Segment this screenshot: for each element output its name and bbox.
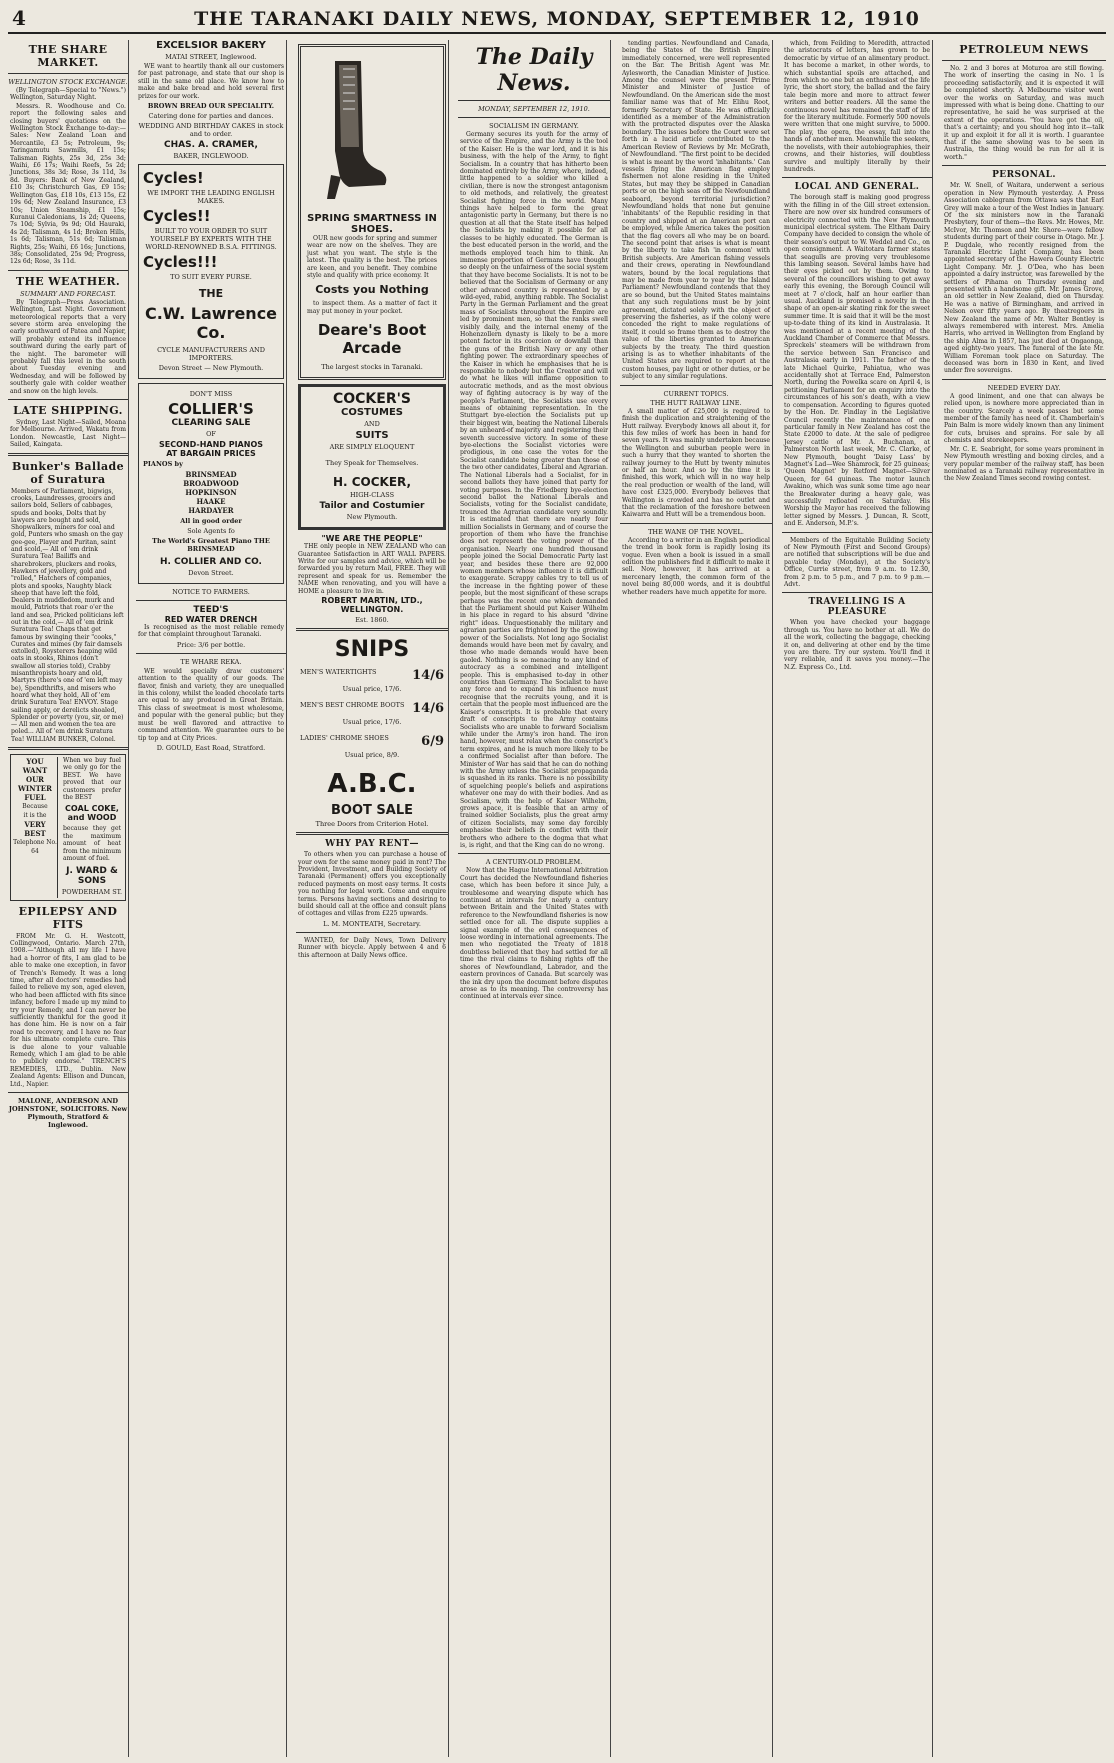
te-whare-reka-sign: D. GOULD, East Road, Stratford. bbox=[156, 743, 266, 752]
lawrence-street: Devon Street — New Plymouth. bbox=[158, 364, 264, 373]
collier-name: COLLIER'S bbox=[168, 400, 254, 419]
lawrence-firm: C.W. Lawrence Co. bbox=[144, 304, 278, 343]
weather-text: By Telegraph—Press Association. Wellington, Last Night. Government meteorological reports that a very severe storm area enveloping the early southward of Patea and Napier, will probably extend its influence southward during the early part of the night. The barometer will probably fall this level in the south about Tuesday evening and Wednesday, and will be followed by southerly gale with colder weather and snow on the high levels. bbox=[10, 298, 126, 395]
travelling-heading: TRAVELLING IS A PLEASURE bbox=[808, 597, 906, 618]
excelsior-text: WE want to heartily thank all our customers for past patronage, and state that our shop is still in the same old place. We know how to make and bake bread and hold several first prizes for our work. bbox=[138, 63, 284, 100]
page-number: 4 bbox=[12, 6, 26, 30]
people-text: THE only people in NEW ZEALAND who can Guarantee Satisfaction in ART WALL PAPERS. Write for our samples and advice, which will be forwarded you by return Mail, FREE. They will represent and speak for us. Remember the NAME when renovating, and you will have a HOME a pleasure to live in. bbox=[298, 543, 446, 595]
century-problem-text: Now that the Hague International Arbitration Court has decided the Newfoundland fisheries case, which has been before it since July, a troublesome and wearying dispute which has continued at intervals for nearly a century between Britain and the United States with reference to the Newfoundland fisheries is now settled once for all. The dispute supplies a signal example of the evil consequences of loose wording in international agreements. The men who negotiated the Treaty of 1818 doubtless believed that they had settled for all time the rival claims to fishing rights off the shores of Newfoundland, Labrador, and the eastern provinces of Canada. But scarcely was the ink dry upon the document before disputes arose as to its meaning. The controversy has continued at intervals ever since. bbox=[460, 867, 608, 1001]
excelsior-bakery-title: EXCELSIOR BAKERY bbox=[156, 40, 266, 51]
column-2 bbox=[136, 40, 287, 1757]
teed-sub: RED WATER DRENCH bbox=[164, 615, 258, 625]
te-whare-reka-text: WE would specially draw customers' attention to the quality of our goods. The flavor, finish and variety, they are unequalled in this colony, whilst the leaded chocolate tarts are equal to any produced in Great Britain. This class of sweetmeat is most wholesome, and popular with the general public; but they must be well flavored and attractive to command attention. We guarantee ours to be tip top and at City Prices. bbox=[138, 667, 284, 742]
shipping-text: Sydney, Last Night—Sailed, Moana for Melbourne. Arrived, Wakatu from London. Newcastle, Last Night—Sailed, Kaingata. bbox=[10, 419, 126, 449]
fuel-advertisement bbox=[10, 754, 126, 900]
collier-pianos-by: PIANOS by bbox=[143, 460, 183, 469]
wanted-notice: WANTED, for Daily News, Town Delivery Runner with bicycle. Apply between 4 and 6 this afternoon at Daily News office. bbox=[298, 936, 446, 959]
needed-every-day-text: A good liniment, and one that can always be relied upon, is nowhere more appreciated than in the country. Scarcely a week passes but some member of the family has need of it. Chamberlain's Pain Balm is more widely known than any liniment for cuts, bruises and sprains. For sale by all chemists and storekeepers. bbox=[944, 392, 1104, 445]
we-are-the-people: "WE ARE THE PEOPLE" bbox=[321, 534, 423, 544]
cycles-text-3: TO SUIT EVERY PURSE. bbox=[170, 273, 252, 282]
fuel-ad-firm: J. WARD & SONS bbox=[66, 865, 118, 886]
novel-continued-text: which, from Feilding to Meredith, attracted the aristocrats of letters, has grown to be democratic by virtue of an alimentary product. It has become a market, in other words, to which substantial spoils are attached, and from which no one but an enthusiast of the life lyric, the short story, the ballad and the fairy tale begin more and more to attract fewer writers and better readers. All the same the continuous novel has remained the staff of life for the literary multitude. Formerly 500 novels were written that one might survive, to 5000. The play, the opera, the essay, fall into the hands of another men. Meanwhile the seekers, the novelists, with their autobiographies, their crowns, and their histories, will doubtless survive and multiply literally by their hundreds. bbox=[784, 40, 930, 173]
local-general-heading: LOCAL AND GENERAL. bbox=[794, 182, 920, 193]
bakery-owner: CHAS. A. CRAMER, bbox=[164, 140, 258, 151]
cocker-class: HIGH-CLASS bbox=[349, 491, 395, 500]
cocker-costumes: COSTUMES bbox=[341, 407, 403, 419]
abc-address: Three Doors from Criterion Hotel. bbox=[315, 820, 429, 829]
collier-good-order: All in good order bbox=[180, 517, 242, 526]
snips-item: MEN'S BEST CHROME BOOTS 14/6 Usual price, 17/6. bbox=[300, 701, 444, 727]
cocker-tailor: Tailor and Costumier bbox=[319, 501, 425, 512]
fuel-ad-street: POWDERHAM ST. bbox=[61, 887, 123, 896]
weather-heading: THE WEATHER. bbox=[15, 274, 121, 288]
bakery-owner-sub: BAKER, INGLEWOOD. bbox=[173, 152, 249, 161]
cycles-heading-3: Cycles!!! bbox=[143, 253, 218, 272]
teed-price: Price: 3/6 per bottle. bbox=[176, 640, 246, 649]
snips-item: LADIES' CHROME SHOES 6/9 Usual price, 8/9. bbox=[300, 734, 444, 760]
masthead bbox=[8, 4, 1106, 34]
brown-bread-line: BROWN BREAD OUR SPECIALITY. bbox=[147, 102, 275, 111]
malone-solicitors-ad: MALONE, ANDERSON AND JOHNSTONE, SOLICITORS. New Plymouth, Stratford & Inglewood. bbox=[8, 1097, 128, 1130]
column-4 bbox=[458, 40, 611, 1757]
epilepsy-text: FROM Mr. G. H. Westcott, Collingwood, Ontario. March 27th, 1908.—"Although all my life I have had a horror of fits, I am glad to be able to make one exception, in favor of Trench's Remedy. It was a long time, after all doctors' remedies had failed to relieve my son, aged eleven, who had been afflicted with fits since infancy, before I made up my mind to try your Remedy, and I can never be sufficiently thankful for the good it has done him. He is now on a fair road to recovery, and I have no fear for his ultimate complete cure. This is due alone to your valuable Remedy, which I am glad to be able to publicly endorse." TRENCH'S REMEDIES, LTD., Dublin. New Zealand Agents: Ellison and Duncan, Ltd., Napier. bbox=[10, 932, 126, 1088]
masthead-title: THE TARANAKI DAILY NEWS, MONDAY, SEPTEMBER 12, 1910 bbox=[194, 8, 920, 30]
share-market-heading: THE SHARE MARKET. bbox=[28, 43, 108, 69]
bunker-ballade-text: Members of Parliament, bigwigs, crooks, Laundresses, grocers and sailors bold, Sellers of cabbages, spuds and books, Dolts that by lawyers are bought and sold, Shopwalkers, miners for coal and gold, Punters who smash on the gay gee-gee, Player and Puritan, saint and scold,— All of 'em drink Suratura Tea! Bailiffs and sharebrokers, pluckers and rooks, Hawkers of jewellery, gold and "rolled," Hatchers of companies, plots and spooks, Naughty black sheep that have left the fold, Dealers in muddledom, murk and mould, Patriots that roar o'er the land and sea, Pricked politicians left out in the cold,— All of 'em drink Suratura Tea! Chaps that get famous by swinging their "cooks," Curates and mimes (by fair damsels extolled), Roysterers heaping wild oats in stooks, Rhinos (don't swallow all stories told), Crabby misanthropists hoary and old, Martyrs (there's one of 'em left may be), Spendthrifts, and misers who hoard what they hold, All of 'em drink Suratura Tea! ENVOY. Stage sailing apply, or derelicts shoaled, Splender or poverty (you, sir, or me)— All men and women the tea are poled... All of 'em drink Suratura Tea! WILLIAM BUNKER, Colonel. bbox=[11, 487, 124, 743]
abc-title: A.B.C. bbox=[327, 769, 417, 800]
deare-boot-advertisement bbox=[298, 44, 446, 380]
collier-agents: Sole Agents fo bbox=[187, 527, 235, 536]
wedding-cakes-line: WEDDING AND BIRTHDAY CAKES in stock and to order. bbox=[138, 122, 284, 139]
collier-of: OF bbox=[206, 430, 216, 439]
column-6 bbox=[782, 40, 933, 1757]
robert-martin-est: Est. 1860. bbox=[355, 616, 389, 625]
cocker-name: COCKER'S bbox=[332, 391, 411, 408]
needed-every-day-heading: NEEDED EVERY DAY. bbox=[987, 383, 1061, 392]
share-market-text: Messrs. R. Woodhouse and Co. report the following sales and closing buyers' quotations on the Wellington Stock Exchange to-day:—Sales: New Zealand Loan and Mercantile, £3 5s; Petroleum, 9s; Taringamutu Sawmills, £1 15s; Talisman Rights, 25s 3d, 25s 3d; Waihi, £6 17s; Waihi Reefs, 5s 2d; Junctions, 38s 3d; Rose, 3s 11d, 3s 8d. Buyers: Bank of New Zealand, £10 3s; Christchurch Gas, £9 15s; Wellington Gas, £18 10s, £13 15s, £2 19s 6d; New Zealand Insurance, £3 10s; Union Steamship, £1 15s; Kuranui Caledonians, 1s 2d; Queens, 7s 10d; Sylvia, 9s 9d; Old Hauraki, 4s 2d; Talisman, 4s 1d; Broken Hills, 1s 6d; Talisman, 51s 6d; Talisman Rights, 25s; Waihi, £6 16s; Junctions, 38s; Consolidated, 25s 9d; Progress, 12s 6d; Rose, 3s 11d. bbox=[10, 102, 126, 266]
collier-sale: CLEARING SALE bbox=[171, 418, 251, 429]
epilepsy-heading: EPILEPSY AND FITS bbox=[18, 904, 118, 931]
column-7 bbox=[942, 40, 1106, 1757]
excelsior-address: MATAI STREET, Inglewood. bbox=[165, 53, 257, 61]
fuel-ad-coal: COAL COKE, and WOOD bbox=[65, 804, 119, 823]
rent-sign: L. M. MONTEATH, Secretary. bbox=[323, 919, 421, 928]
cycles-advertisement bbox=[138, 164, 284, 379]
fuel-ad-left: YOU WANT OUR WINTER FUEL Because it is the VERY BEST Telephone No. 64 bbox=[13, 757, 57, 856]
cocker-advertisement bbox=[298, 384, 446, 530]
cocker-speak: They Speak for Themselves. bbox=[325, 459, 419, 468]
snips-title: SNIPS bbox=[334, 637, 410, 663]
fuel-ad-text-mid: because they get the maximum amount of heat from the minimum amount of fuel. bbox=[63, 825, 121, 863]
rent-text: To others when you can purchase a house of your own for the same money paid in rent? The Provident, Investment, and Building Society of Taranaki (Permanent) offers you exceptionally reduced payments on most easy terms. It costs you nothing for legal work. Come and enquire terms. Persons having sections and desiring to build should call at the office and consult plans of cottages and villas from £225 upwards. bbox=[298, 851, 446, 918]
cocker-eloquent: ARE SIMPLY ELOQUENT bbox=[329, 443, 415, 452]
collier-greatest: The World's Greatest Piano THE BRINSMEAD bbox=[152, 537, 270, 554]
editorial-date: MONDAY, SEPTEMBER 12, 1910. bbox=[478, 105, 590, 113]
bunker-heading: Bunker's Ballade of Suratura bbox=[11, 459, 125, 486]
why-pay-rent-heading: WHY PAY RENT— bbox=[325, 839, 419, 850]
robert-martin-firm: ROBERT MARTIN, LTD., WELLINGTON. bbox=[321, 596, 423, 615]
socialism-text: Germany secures its youth for the army of service of the Empire, and the Army is the tool of the Kaiser. He is the war lord, and it is his business, with the help of the Army, to fight Socialism. In a country that has hitherto been dominated entirely by the Army, where, indeed, little happened to a soldier who killed a civilian, there is now the strongest antagonism to old methods, and relatively, the greatest Socialist fighting force in the world. Many things have helped to form the great antagonistic party in Germany, but there is no question at all that the State itself has helped the Socialists by making it possible for all classes to be highly educated. The German is the best educated person in the world, and the methods employed teach him to think. An immense proportion of Germans have thought so deeply on the unfairness of the social system that they have become Socialists. It is not to be believed that the Socialism of Germany or any other advanced country is represented by a wild-eyed, rabid, anything rabble. The Socialist Party in the German Parliament and the great mass of Socialists throughout the Empire are led by prominent men, so that the ranks swell visibly daily, and the internal enemy of the Hohenzollern dynasty is likely to be a more potent factor in its coercion or downfall than the guns of the British Navy or any other fighting power. The extraordinary speeches of the Kaiser in which he emphasises that he is responsible to nobody but the Creator and will do what he likes will inflame opposition to autocratic methods, and as the most obvious way of fighting autocracy is by way of the people's Parliament, the Socialists use every means of obtaining representation. In the Stuttgart bye-election the Socialists put up their biggest win, beating the National Liberals by an unheard-of majority and registering their seventh successive victory. In some of these bye-elections the Socialist victories were prodigious, in one case the votes for the Socialist candidate being greater than those of the two other candidates, Liberal and Agrarian. The National Liberals had a Socialist, for in second ballots they have joined that party for voting purposes. In the Friedberg bye-election second ballot the National Liberals and Socialists, voting for the Socialist candidate, trounced the Agrarian candidate very soundly. It is estimated that there are nearly four million Socialists in Germany, and of course the proportion of them who have the franchise does not represent the voting power of the organisation. Nearly one hundred thousand people joined the Social Democratic Party last year, and besides these there are 92,000 women members whose influence it is difficult to exaggerate. Scrappy cables try to tell us of the increase in the fighting power of these people, but the most significant of these scraps perhaps was the recent one which demanded that the Parliament should put Kaiser Wilhelm in his place in regard to his absurd "divine right" ideas. Unquestionably the military and agrarian parties are frightened by the growing power of the Socialists. Not long ago Socialist demands would have been met by cavalry, and those who made demands would have been gaoled. Nothing is so menacing to any kind of autocracy as a combined and intelligent people. This is emphasised to-day in other countries than Germany. The Socialist to have any force and to expand his influence must recognise that the recruits young, and it is certain that the people most influenced are the Kaiser's conscripts. It is probable that every draft of conscripts to the Army contains Socialists who are unable to forward Socialism while under the Army's iron hand. The iron hand, however, must relax when the conscript's term expires, and he is much more likely to be a confirmed Socialist after than before. The Minister of War has said that he can do nothing with the Army unless the Socialist propaganda is squashed in its ranks. There is no possibility of squelching people's beliefs and aspirations whatever one may do with their bodies. And as Socialism, with the help of Kaiser Wilhelm, grows apace, it is feasible that an army of trained soldier Socialists, plus the great army of citizen Socialists, may some day forcibly emphasise their beliefs in conflict with their brothers who adhere to the dogma that what is, is right, and that the King can do no wrong. bbox=[460, 131, 608, 849]
abc-boot-sale: BOOT SALE bbox=[331, 803, 413, 819]
cocker-suits: SUITS bbox=[355, 430, 389, 442]
fuel-ad-text-top: When we buy fuel we only go for the BEST. We have proved that our customers prefer the BEST bbox=[63, 757, 121, 802]
collier-pianos: SECOND-HAND PIANOS bbox=[159, 440, 263, 450]
hutt-railway-heading: THE HUTT RAILWAY LINE. bbox=[650, 398, 742, 407]
local-general-text: The borough staff is making good progress with the filling in of the Gill street extension. There are now over six hundred consumers of electricity connected with the New Plymouth municipal electrical system. The Eltham Dairy Company have decided to consign the whole of their season's output to W. Weddel and Co., on open consignment. A Waitotara farmer states that seagulls are proving very troublesome this lambing season. Several lambs have had their eyes picked out by them. Owing to several of the councillors wishing to get away early this evening, the Borough Council will meet at 7 o'clock, half an hour earlier than usual. Auckland is promised a novelty in the shape of an open-air skating rink for the sweet summer time. It is said that it will be the most up-to-date thing of its kind in Australasia. It was mentioned at a recent meeting of the Auckland Chamber of Commerce that Messrs. Spreckels' steamers will be withdrawn from the service between San Francisco and Australasia early in 1911. The father of the late Michael Quirke, Pahiatua, who was accidentally shot at Terrace End, Palmerston North, during the Powelka scare on April 4, is petitioning Parliament for an enquiry into the circumstances of his son's death, with a view to compensation. According to figures quoted by the Hon. Dr. Findlay in the Legislative Council recently the maintenance of one particular family in New Zealand has cost the State £2000 to date. At the sale of pedigree Jersey cattle of Mr. A. Buchanan, at Palmerston North last week, Mr. C. Clarke, of New Plymouth, bought 'Daisy Lass' by Magnet's Lad—Wee Shamrock, for 25 guineas; 'Queen Magnet' by Retford Magnet—Silver Queen, for 64 guineas. The motor launch Awakino, which was sunk some time ago near the Breakwater during a heavy gale, was successfully refloated on Saturday. His Worship the Mayor has received the following letter signed by Messrs. J. Duncan, R. Scott, and E. Anderson, M.P.'s. bbox=[784, 194, 930, 528]
column-1 bbox=[8, 40, 129, 1757]
cocker-town: New Plymouth. bbox=[346, 513, 398, 522]
cocker-and: AND bbox=[364, 420, 380, 429]
travelling-text: When you have checked your baggage through us. You have no bother at all. We do all the work, collecting the baggage, checking it on, and delivering at other end by the time you are there. Try our system. You'll find it very reliable, and it saves you money.—The N.Z. Express Co., Ltd. bbox=[784, 619, 930, 671]
collier-street: Devon Street. bbox=[188, 569, 234, 578]
wane-novel-heading: THE WANE OF THE NOVEL. bbox=[648, 527, 744, 536]
cycles-text-1: WE IMPORT THE LEADING ENGLISH MAKES. bbox=[147, 189, 275, 206]
petroleum-news-text: No. 2 and 3 bores at Moturoa are still flowing. The work of inserting the casing in No. 1 is proceeding satisfactorily, and it is expected it will be completed shortly. A Melbourne visitor went over the works on Saturday, and was much impressed with what is being done. Chatting to our representative, he said he was surprised at the extent of the operations. "You have got the oil, that's a certainty; and you should hog into it—talk it up and exploit it for all it is worth. I guarantee that if the same showing was to be seen in Australia, the thing would be run for all it is worth." bbox=[944, 65, 1104, 161]
wane-novel-text: According to a writer in an English periodical the trend in book form is rapidly losing its vogue. Even when a book is issued in a small edition the publishers find it difficult to make it sell. Now, however, it has arrived at a mercenary length, the common form of the novel being 80,000 words, and it is doubtful whether readers have much appetite for more. bbox=[622, 536, 770, 596]
notice-to-farmers: NOTICE TO FARMERS. bbox=[172, 588, 250, 597]
snips-item: MEN'S WATERTIGHTS 14/6 Usual price, 17/6. bbox=[300, 668, 444, 694]
seabright-text: Mr. C. E. Seabright, for some years prominent in New Plymouth wrestling and boxing circles, and a very popular member of the railway staff, has been nominated as a Taranaki railway representative in the New Zealand Times second rowing contest. bbox=[944, 445, 1104, 483]
teed-title: TEED'S bbox=[193, 605, 229, 616]
costs-nothing: Costs you Nothing bbox=[315, 283, 429, 297]
personal-heading: PERSONAL. bbox=[992, 170, 1056, 181]
collier-prices: AT BARGAIN PRICES bbox=[166, 449, 256, 459]
petroleum-news-heading: PETROLEUM NEWS bbox=[959, 43, 1089, 56]
weather-subheading: SUMMARY AND FORECAST. bbox=[20, 289, 116, 298]
century-problem-heading: A CENTURY-OLD PROBLEM. bbox=[485, 858, 583, 867]
cocker-firm: H. COCKER, bbox=[332, 475, 412, 490]
deare-arcade-name: Deare's Boot Arcade bbox=[317, 321, 427, 358]
column-5 bbox=[620, 40, 773, 1757]
share-byline: (By Telegraph—Special to "News.") Wellington, Saturday Night. bbox=[10, 87, 126, 102]
collier-firm: H. COLLIER AND CO. bbox=[160, 557, 262, 568]
cycles-heading-1: Cycles! bbox=[143, 169, 204, 188]
lawrence-the: THE bbox=[198, 287, 224, 301]
boot-illustration bbox=[305, 55, 389, 205]
deare-arcade-sub: The largest stocks in Taranaki. bbox=[321, 363, 423, 372]
personal-text: Mr. W. Snell, of Waitara, underwent a serious operation in New Plymouth yesterday. A Press Association cablegram from Ottawa says that Earl Grey will make a tour of the West Indies in January. Of the six ministers now in the Taranaki Presbytery, four of them—the Revs. Mr. Howes, Mr. McIvor, Mr. Thomson and Mr. Shore—were fellow students during part of their course in Otago. Mr. J. P. Dugdale, who recently resigned from the Taranaki Electric Light Company, has been appointed secretary of the Hawera County Electric Light Company. Mr. J. O'Dea, who has been appointed a dairy instructor, was farewelled by the settlers of Pihama on Thursday evening and presented with a handsome gift. Mr. James Grove, an old settler in New Zealand, died on Thursday. He was a native of Birmingham, and arrived in Nelson over fifty years ago. By theatregoers in New Zealand the name of Mr. Walter Bentley is always remembered with interest. Mrs. Amelia Harris, who arrived in Wellington from England by the ship Alma in 1857, has just died at Ongaonga, aged eighty-two years. The funeral of the late Mr. William Foreman took place on Saturday. The deceased was born in 1830 in Kent, and lived under five sovereigns. bbox=[944, 182, 1104, 375]
shipping-heading: LATE SHIPPING. bbox=[13, 404, 123, 418]
te-whare-reka-title: TE WHARE REKA. bbox=[180, 657, 242, 666]
daily-news-title: The Daily News. bbox=[475, 44, 593, 96]
stock-exchange-subheading: WELLINGTON STOCK EXCHANGE. bbox=[8, 78, 128, 86]
column-3 bbox=[296, 40, 449, 1757]
equitable-members-notice: Members of the Equitable Building Society of New Plymouth (First and Second Groups) are notified that subscriptions will be due and payable today (Monday), at the Society's Office, Currie street, from 9 a.m. to 12.30, from 2 p.m. to 5 p.m., and 7 p.m. to 9 p.m.—Advt. bbox=[784, 536, 930, 589]
teed-text: Is recognised as the most reliable remedy for that complaint throughout Taranaki. bbox=[138, 624, 284, 639]
socialism-heading: SOCIALISM IN GERMANY. bbox=[489, 122, 579, 130]
fisheries-continued-text: tending parties. Newfoundland and Canada, being the States of the British Empire immediately concerned, were well represented on the Bar. The British Agent was Mr. Aylesworth, the Canadian Minister of Justice. Among the counsel were the present Prime Minister and Minister of Justice of Newfoundland. On the American side the most familiar name was that of Mr. Elihu Root, formerly Secretary of State. He was officially identified as a member of the Administration with the protracted disputes over the Alaska boundary. The issues before the Court were set forth in a lucid article contributed to the American Review of Reviews by Mr. McGrath, of Newfoundland. "The first point to be decided is what is meant by the word 'inhabitants.' Can vessels flying the American flag employ fishermen not alone residing in the United States, but may they be shipped in Canadian ports or on the high seas off the Newfoundland seaboard, beyond territorial jurisdiction? Newfoundland holds that none but genuine 'inhabitants' of the Republic residing in that country and shipped at an American port can be employed, while America takes the position that the flag covers all who may be on board. The second point that arises is what is meant by the liberty to take fish 'in common' with British subjects. Are American fishing vessels and their crews, operating in Newfoundland waters, bound by the local regulations that may be made from year to year by the Island Parliament? Newfoundland contends that they are so bound, but the United States maintains that any such regulations must be by joint agreement, dictated solely with the object of preserving the fisheries, as if the colony were conceded the right to make regulations of itself, it could so frame them as to destroy the value of the liberties granted to American subjects by the treaty. The third question arising is as to whether inhabitants of the United States are required to report at the custom houses, pay light or other duties, or be subject to any similar regulations. bbox=[622, 40, 770, 381]
cycles-text-2: BUILT TO YOUR ORDER TO SUIT YOURSELF BY EXPERTS WITH THE WORLD-RENOWNED B.S.A. FITTINGS. bbox=[145, 227, 277, 252]
current-topics-heading: CURRENT TOPICS. bbox=[663, 389, 729, 398]
lawrence-sub: CYCLE MANUFACTURERS AND IMPORTERS. bbox=[157, 346, 265, 363]
hutt-railway-text: A small matter of £25,000 is required to finish the duplication and straightening of the Hutt railway. Everybody knows all about it, for this few miles of work has been in hand for seven years. It was mainly undertaken because the Wellington and suburban people were in such a hurry that they wanted to shorten the railway journey to the Hutt by twenty minutes or half an hour. And so by the time it is finished, this work, which will in no way help the real production or wealth of the land, will have cost £325,000. Everybody believes that Wellington is crowded and has no outlet and that the reclamation of the foreshore between Kaiwarra and Hutt will be a tremendous boon. bbox=[622, 407, 770, 519]
catering-line: Catering done for parties and dances. bbox=[148, 112, 274, 121]
collier-dont-miss: DON'T MISS bbox=[189, 390, 233, 399]
costs-text: to inspect them. As a matter of fact it may put money in your pocket. bbox=[307, 300, 437, 315]
shoe-ad-text: OUR new goods for spring and summer wear are now on the shelves. They are just what you want. The style is the latest. The quality is the best. The prices are keen, and you benefit. They combine style and quality with price economy. It bbox=[307, 235, 437, 280]
collier-advertisement bbox=[138, 383, 284, 584]
spring-smartness-heading: SPRING SMARTNESS IN SHOES. bbox=[307, 213, 437, 235]
cycles-heading-2: Cycles!! bbox=[143, 207, 211, 226]
collier-makers: BRINSMEAD BROADWOOD HOPKINSON HAAKE HARDAYER bbox=[183, 470, 239, 516]
